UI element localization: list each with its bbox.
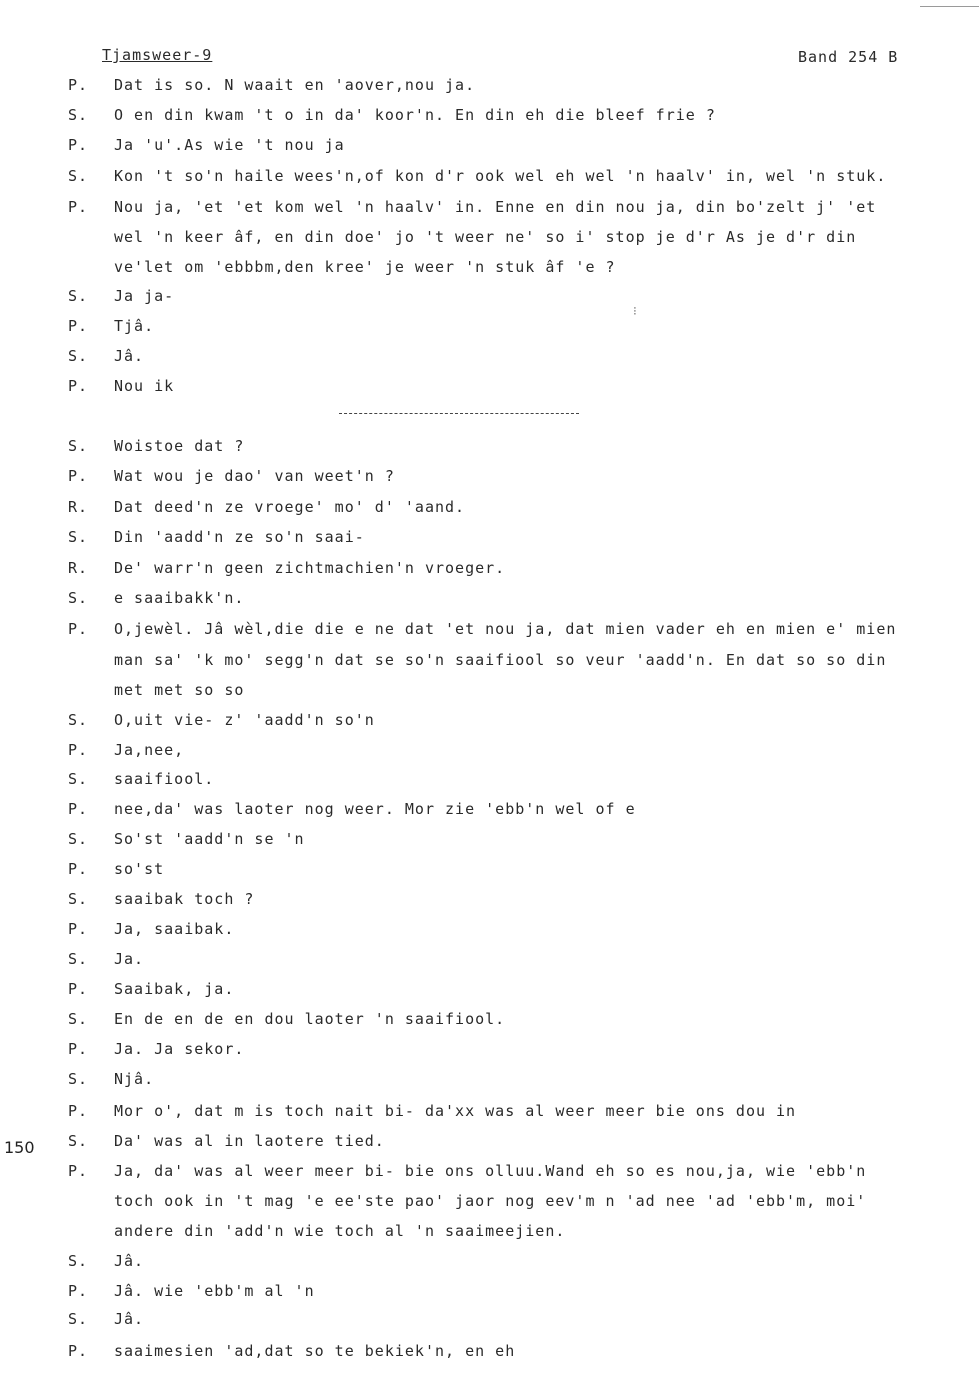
speaker-label: P. bbox=[68, 467, 89, 485]
speaker-label: P. bbox=[68, 800, 89, 818]
speaker-label: R. bbox=[68, 559, 89, 577]
transcript-line bbox=[0, 741, 979, 761]
speaker-label: P. bbox=[68, 980, 89, 998]
utterance-text: De' warr'n geen zichtmachien'n vroeger. bbox=[114, 559, 506, 577]
utterance-text: saaifiool. bbox=[114, 770, 215, 788]
transcript-line bbox=[0, 860, 979, 880]
transcript-line bbox=[0, 198, 979, 218]
speaker-label: S. bbox=[68, 830, 89, 848]
utterance-text: Tjâ. bbox=[114, 317, 155, 335]
utterance-text: Jâ. wie 'ebb'm al 'n bbox=[114, 1282, 315, 1300]
utterance-text: En de en de en dou laoter 'n saaifiool. bbox=[114, 1010, 506, 1028]
utterance-text: met met so so bbox=[114, 681, 245, 699]
utterance-text: Ja. bbox=[114, 950, 145, 968]
speaker-label: S. bbox=[68, 1132, 89, 1150]
utterance-text: Dat deed'n ze vroege' mo' d' 'aand. bbox=[114, 498, 466, 516]
speaker-label: R. bbox=[68, 498, 89, 516]
transcript-line bbox=[0, 1222, 979, 1242]
utterance-text: so'st bbox=[114, 860, 165, 878]
speaker-label: S. bbox=[68, 1070, 89, 1088]
transcript-line bbox=[0, 228, 979, 248]
transcript-line bbox=[0, 681, 979, 701]
margin-page-number: 150 bbox=[4, 1138, 35, 1157]
transcript-line bbox=[0, 559, 979, 579]
utterance-text: wel 'n keer âf, en din doe' jo 't weer ne' so i' stop je d'r As je d'r din bbox=[114, 228, 857, 246]
utterance-text: Ja ja- bbox=[114, 287, 175, 305]
speaker-label: P. bbox=[68, 198, 89, 216]
transcript-line bbox=[0, 258, 979, 278]
utterance-text: Ja 'u'.As wie 't nou ja bbox=[114, 136, 345, 154]
transcript-line bbox=[0, 1162, 979, 1182]
transcript-line bbox=[0, 589, 979, 609]
transcript-line bbox=[0, 890, 979, 910]
speaker-label: S. bbox=[68, 950, 89, 968]
transcript-line bbox=[0, 1252, 979, 1272]
utterance-text: O,jewèl. Jâ wèl,die die e ne dat 'et nou ja, dat mien vader eh en mien e' mien bbox=[114, 620, 897, 638]
utterance-text: Woistoe dat ? bbox=[114, 437, 245, 455]
utterance-text: Njâ. bbox=[114, 1070, 155, 1088]
transcript-line bbox=[0, 167, 979, 187]
transcript-line bbox=[0, 317, 979, 337]
band-number: Band 254 B bbox=[798, 48, 899, 66]
speaker-label: S. bbox=[68, 1010, 89, 1028]
transcript-line bbox=[0, 437, 979, 457]
transcript-line bbox=[0, 980, 979, 1000]
transcript-line bbox=[0, 1102, 979, 1122]
speaker-label: S. bbox=[68, 770, 89, 788]
top-edge-rule bbox=[920, 6, 979, 7]
transcript-line bbox=[0, 620, 979, 640]
transcript-line bbox=[0, 377, 979, 397]
speaker-label: P. bbox=[68, 860, 89, 878]
utterance-text: Jâ. bbox=[114, 1252, 145, 1270]
utterance-text: saaibak toch ? bbox=[114, 890, 255, 908]
utterance-text: Wat wou je dao' van weet'n ? bbox=[114, 467, 395, 485]
transcript-line bbox=[0, 76, 979, 96]
transcript-line bbox=[0, 950, 979, 970]
speaker-label: P. bbox=[68, 377, 89, 395]
transcript-line bbox=[0, 830, 979, 850]
speaker-label: S. bbox=[68, 1252, 89, 1270]
transcript-line bbox=[0, 528, 979, 548]
transcript-line bbox=[0, 498, 979, 518]
speaker-label: S. bbox=[68, 589, 89, 607]
utterance-text: Kon 't so'n haile wees'n,of kon d'r ook wel eh wel 'n haalv' in, wel 'n stuk. bbox=[114, 167, 887, 185]
transcript-line bbox=[0, 1070, 979, 1090]
utterance-text: e saaibakk'n. bbox=[114, 589, 245, 607]
speaker-label: P. bbox=[68, 136, 89, 154]
speaker-label: S. bbox=[68, 711, 89, 729]
transcript-line bbox=[0, 1192, 979, 1212]
utterance-text: Ja. Ja sekor. bbox=[114, 1040, 245, 1058]
transcript-line bbox=[0, 1132, 979, 1152]
utterance-text: Ja, saaibak. bbox=[114, 920, 235, 938]
utterance-text: So'st 'aadd'n se 'n bbox=[114, 830, 305, 848]
speaker-label: P. bbox=[68, 1040, 89, 1058]
utterance-text: Mor o', dat m is toch nait bi- da'xx was al weer meer bie ons dou in bbox=[114, 1102, 797, 1120]
utterance-text: Jâ. bbox=[114, 1310, 145, 1328]
transcript-line bbox=[0, 136, 979, 156]
speaker-label: P. bbox=[68, 1102, 89, 1120]
utterance-text: man sa' 'k mo' segg'n dat se so'n saaifiool so veur 'aadd'n. En dat so so din bbox=[114, 651, 887, 669]
utterance-text: Din 'aadd'n ze so'n saai- bbox=[114, 528, 365, 546]
stray-mark: ⁝ bbox=[633, 304, 637, 318]
utterance-text: Nou ja, 'et 'et kom wel 'n haalv' in. Enne en din nou ja, din bo'zelt j' 'et bbox=[114, 198, 877, 216]
utterance-text: Nou ik bbox=[114, 377, 175, 395]
transcript-line bbox=[0, 770, 979, 790]
document-title: Tjamsweer-9 bbox=[102, 46, 213, 64]
transcript-line bbox=[0, 287, 979, 307]
utterance-text: Jâ. bbox=[114, 347, 145, 365]
speaker-label: S. bbox=[68, 167, 89, 185]
speaker-label: P. bbox=[68, 76, 89, 94]
speaker-label: S. bbox=[68, 287, 89, 305]
utterance-text: Dat is so. N waait en 'aover,nou ja. bbox=[114, 76, 476, 94]
transcript-line bbox=[0, 1342, 979, 1362]
utterance-text: Ja,nee, bbox=[114, 741, 185, 759]
utterance-text: O en din kwam 't o in da' koor'n. En din eh die bleef frie ? bbox=[114, 106, 716, 124]
transcript-line bbox=[0, 1282, 979, 1302]
utterance-text: nee,da' was laoter nog weer. Mor zie 'ebb'n wel of e bbox=[114, 800, 636, 818]
transcript-line bbox=[0, 651, 979, 671]
utterance-text: Da' was al in laotere tied. bbox=[114, 1132, 385, 1150]
speaker-label: S. bbox=[68, 528, 89, 546]
speaker-label: P. bbox=[68, 741, 89, 759]
transcript-line bbox=[0, 1310, 979, 1330]
transcript-line bbox=[0, 106, 979, 126]
utterance-text: saaimesien 'ad,dat so te bekiek'n, en eh bbox=[114, 1342, 516, 1360]
utterance-text: andere din 'add'n wie toch al 'n saaimeejien. bbox=[114, 1222, 566, 1240]
speaker-label: S. bbox=[68, 1310, 89, 1328]
utterance-text: Saaibak, ja. bbox=[114, 980, 235, 998]
utterance-text: toch ook in 't mag 'e ee'ste pao' jaor nog eev'm n 'ad nee 'ad 'ebb'm, moi' bbox=[114, 1192, 867, 1210]
speaker-label: S. bbox=[68, 106, 89, 124]
speaker-label: P. bbox=[68, 317, 89, 335]
speaker-label: P. bbox=[68, 1342, 89, 1360]
utterance-text: ve'let om 'ebbbm,den kree' je weer 'n stuk âf 'e ? bbox=[114, 258, 616, 276]
transcript-line bbox=[0, 800, 979, 820]
section-divider bbox=[339, 413, 579, 415]
speaker-label: P. bbox=[68, 920, 89, 938]
speaker-label: S. bbox=[68, 890, 89, 908]
transcript-line bbox=[0, 347, 979, 367]
speaker-label: P. bbox=[68, 1162, 89, 1180]
utterance-text: O,uit vie- z' 'aadd'n so'n bbox=[114, 711, 375, 729]
speaker-label: S. bbox=[68, 437, 89, 455]
transcript-line bbox=[0, 920, 979, 940]
transcript-line bbox=[0, 1010, 979, 1030]
utterance-text: Ja, da' was al weer meer bi- bie ons olluu.Wand eh so es nou,ja, wie 'ebb'n bbox=[114, 1162, 867, 1180]
transcript-line bbox=[0, 1040, 979, 1060]
speaker-label: S. bbox=[68, 347, 89, 365]
speaker-label: P. bbox=[68, 1282, 89, 1300]
transcript-line bbox=[0, 711, 979, 731]
speaker-label: P. bbox=[68, 620, 89, 638]
transcript-line bbox=[0, 467, 979, 487]
